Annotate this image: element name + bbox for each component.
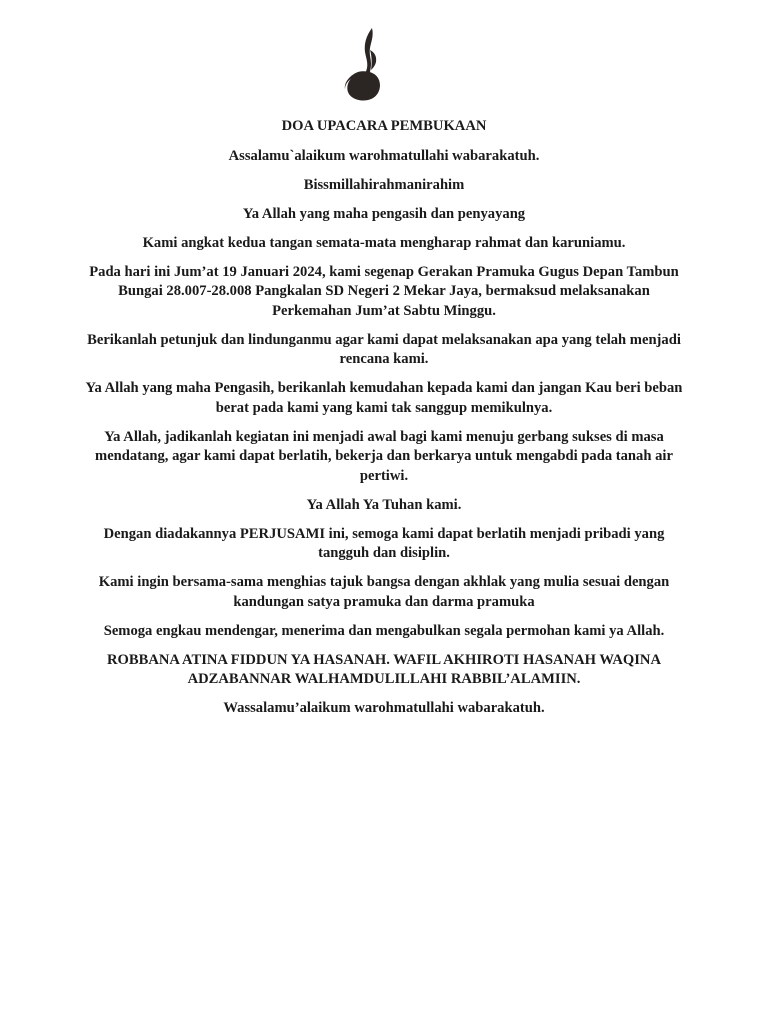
paragraph: Berikanlah petunjuk dan lindunganmu agar kami dapat melaksanakan apa yang telah menjadi rencana kami.	[87, 331, 681, 367]
paragraph: Kami angkat kedua tangan semata-mata mengharap rahmat dan karuniamu.	[142, 234, 626, 251]
paragraph-closing: Wassalamu’alaikum warohmatullahi wabarakatuh.	[223, 700, 545, 716]
prayer-text	[84, 117, 684, 728]
paragraph: Pada hari ini Jum’at 19 Januari 2024, kami segenap Gerakan Pramuka Gugus Depan Tambun Bungai 28.007-28.008 Pangkalan SD Negeri 2 Mekar Jaya, bermaksud melaksanakan Perkemahan Jum’at Sabtu Minggu.	[89, 263, 679, 319]
paragraph: Dengan diadakannya PERJUSAMI ini, semoga kami dapat berlatih menjadi pribadi yang tangguh dan disiplin.	[103, 525, 665, 561]
paragraph-basmalah: Bissmillahirahmanirahim	[303, 176, 465, 193]
paragraph: Ya Allah Ya Tuhan kami.	[306, 496, 462, 513]
paragraph: Kami ingin bersama-sama menghias tajuk bangsa dengan akhlak yang mulia sesuai dengan kandungan satya pramuka dan darma pramuka	[98, 574, 670, 610]
document-title: DOA UPACARA PEMBUKAAN	[281, 118, 487, 134]
paragraph-greeting: Assalamu`alaikum warohmatullahi wabarakatuh.	[228, 147, 540, 164]
paragraph: Ya Allah yang maha pengasih dan penyayang	[242, 205, 526, 222]
paragraph: Semoga engkau mendengar, menerima dan mengabulkan segala permohan kami ya Allah.	[103, 622, 665, 639]
tunas-kelapa-icon	[340, 26, 384, 102]
paragraph: Ya Allah yang maha Pengasih, berikanlah kemudahan kepada kami dan jangan Kau beri beban berat pada kami yang kami tak sanggup memikulnya.	[85, 380, 683, 416]
paragraph: Ya Allah, jadikanlah kegiatan ini menjadi awal bagi kami menuju gerbang sukses di masa mendatang, agar kami dapat berlatih, bekerja dan berkarya untuk mengabdi pada tanah air pertiwi.	[95, 428, 673, 484]
paragraph-arabic-prayer: ROBBANA ATINA FIDDUN YA HASANAH. WAFIL AKHIROTI HASANAH WAQINA ADZABANNAR WALHAMDULILLAHI RABBIL’ALAMIIN.	[107, 651, 661, 687]
